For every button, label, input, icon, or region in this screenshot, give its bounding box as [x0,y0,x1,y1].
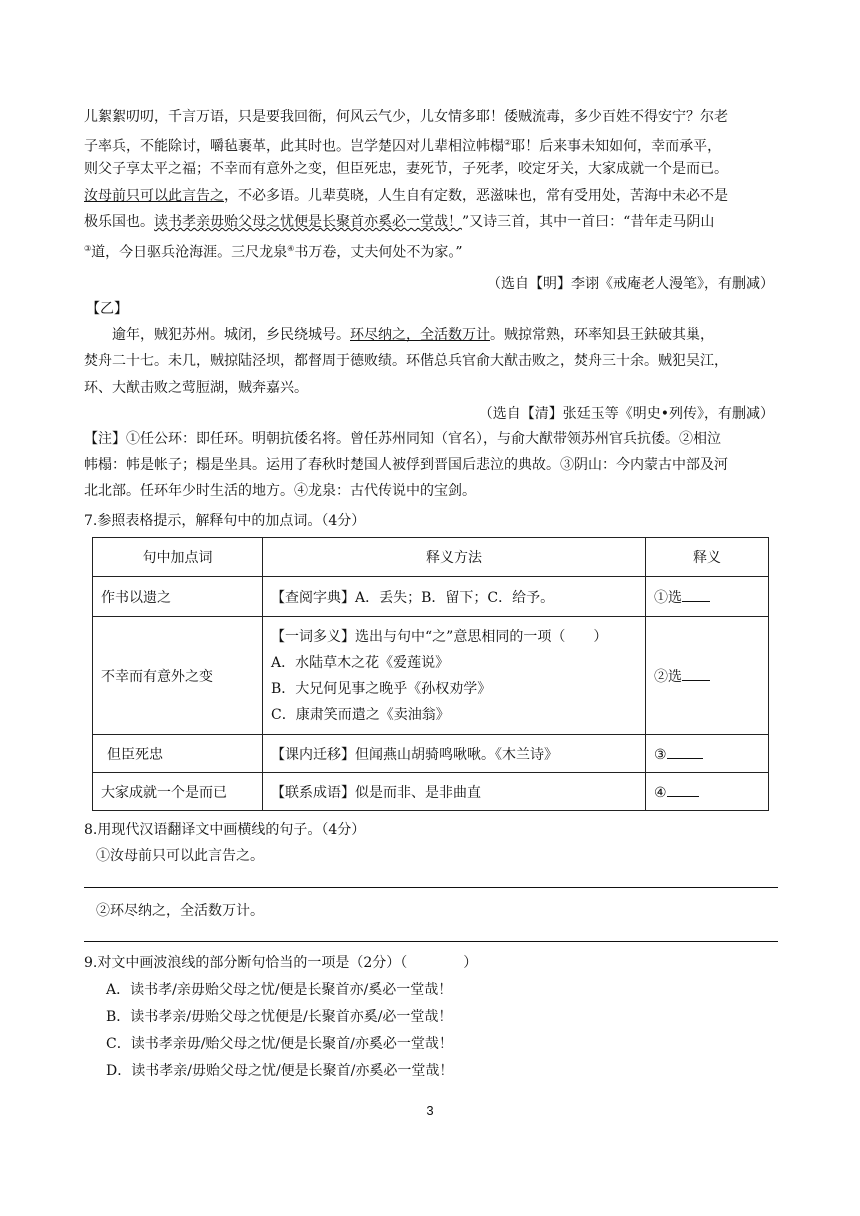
source-citation: （选自【明】李诩《戒庵老人漫笔》，有删减） [487,276,774,292]
passage-line: 极乐国也。读书孝亲毋贻父母之忧便是长聚首亦奚必一堂哉！”又诗三首，其中一首曰：“昔年走马阴山 [84,214,715,230]
answer-line[interactable] [84,941,778,942]
table-header: 释义 [646,538,769,577]
table-row [93,617,769,735]
table-row [93,773,769,811]
translation-sentence: ②环尽纳之，全活数万计。 [96,903,264,919]
section-heading: 【乙】 [86,301,128,317]
table-cell: 不幸而有意外之变 [93,617,263,735]
answer-line[interactable] [84,887,778,888]
table-cell: 【一词多义】选出与句中“之”意思相同的一项（ ） A．水陆草木之花《爱莲说》 B．大兄何见事之晚乎《孙权劝学》 C．康肃笑而遣之《卖油翁》 [263,617,646,735]
passage-line: 焚舟二十七。未几，贼掠陆泾坝，都督周于德败绩。环偕总兵官俞大猷击败之，焚舟三十余。贼犯吴江， [84,353,728,369]
notes-line: 帏榻：帏是帐子；榻是坐具。运用了春秋时楚国人被俘到晋国后悲泣的典故。③阴山：今内蒙古中部及河 [84,457,728,473]
answer-blank[interactable] [682,666,710,681]
passage-line: ③道，今日驱兵沧海涯。三尺龙泉④书万卷，丈夫何处不为家。” [84,244,463,261]
table-header-row [93,538,769,577]
answer-blank[interactable] [667,782,699,797]
underlined-sentence: 环尽纳之，全活数万计 [350,327,490,343]
question-7-title: 7.参照表格提示，解释句中的加点词。（4分） [84,513,366,529]
question-9-title: 9.对文中画波浪线的部分断句恰当的一项是（2分）（ ） [84,955,478,971]
passage-line: 子率兵，不能除讨，嚼毡裹革，此其时也。岂学楚囚对儿辈相泣帏榻②耶！后来事未知如何，幸而承平， [84,138,722,155]
answer-cell[interactable]: ①选 [646,577,769,617]
table-cell: 【联系成语】似是而非、是非曲直 [263,773,646,811]
passage-line: 则父子享太平之福；不幸而有意外之变，但臣死忠，妻死节，子死孝，咬定牙关，大家成就一个是而已。 [84,161,728,177]
underlined-sentence: 汝母前只可以此言告之 [84,188,224,204]
passage-line: 逾年，贼犯苏州。城闭，乡民绕城号。环尽纳之，全活数万计。贼掠常熟，环率知县王鈇破其巢， [112,327,714,343]
table-header: 释义方法 [263,538,646,577]
source-citation: （选自【清】张廷玉等《明史•列传》，有删减） [478,406,774,422]
passage-line: 汝母前只可以此言告之，不必多语。儿辈莫晓，人生自有定数，恶滋味也，常有受用处，苦海中未必不是 [84,188,728,204]
note-marker: ④ [287,244,295,253]
table-cell: 作书以遗之 [93,577,263,617]
question-7-table [92,537,769,811]
note-marker: ③ [84,244,92,253]
answer-cell[interactable]: ④ [646,773,769,811]
answer-cell[interactable]: ②选 [646,617,769,735]
page-number: 3 [426,1103,434,1118]
notes-line: 【注】①任公环：即任环。明朝抗倭名将。曾任苏州同知（官名），与俞大猷带领苏州官兵抗倭。②相泣 [84,431,721,447]
translation-sentence: ①汝母前只可以此言告之。 [96,848,264,864]
table-cell: 【课内迁移】但闻燕山胡骑鸣啾啾。《木兰诗》 [263,735,646,773]
table-cell: 大家成就一个是而已 [93,773,263,811]
passage-line: 儿絮絮叨叨，千言万语，只是要我回衙，何风云气少，儿女情多耶！倭贼流毒，多少百姓不得安宁？尔老 [84,109,728,125]
note-marker: ② [504,138,512,147]
option-d[interactable]: D．读书孝亲/毋贻父母之忧/便是长聚首/亦奚必一堂哉！ [106,1063,454,1079]
answer-blank[interactable] [667,744,703,759]
option-c[interactable]: C．读书孝亲毋/贻父母之忧/便是长聚首/亦奚必一堂哉！ [106,1036,453,1052]
question-8-title: 8.用现代汉语翻译文中画横线的句子。（4分） [84,822,366,838]
table-header: 句中加点词 [93,538,263,577]
table-cell: 但臣死忠 [93,735,263,773]
option-b[interactable]: B．读书孝亲/毋贻父母之忧便是/长聚首亦奚/必一堂哉！ [106,1009,453,1025]
passage-line: 环、大猷击败之莺脰湖，贼奔嘉兴。 [84,380,308,396]
answer-blank[interactable] [682,587,710,602]
notes-line: 北北部。任环年少时生活的地方。④龙泉：古代传说中的宝剑。 [84,483,476,499]
wavy-sentence: 读书孝亲毋贻父母之忧便是长聚首亦奚必一堂哉！ [154,214,462,230]
answer-cell[interactable]: ③ [646,735,769,773]
table-row [93,735,769,773]
table-cell: 【查阅字典】A．丢失；B．留下；C．给予。 [263,577,646,617]
table-row [93,577,769,617]
option-a[interactable]: A．读书孝/亲毋贻父母之忧/便是长聚首亦/奚必一堂哉！ [106,982,453,998]
